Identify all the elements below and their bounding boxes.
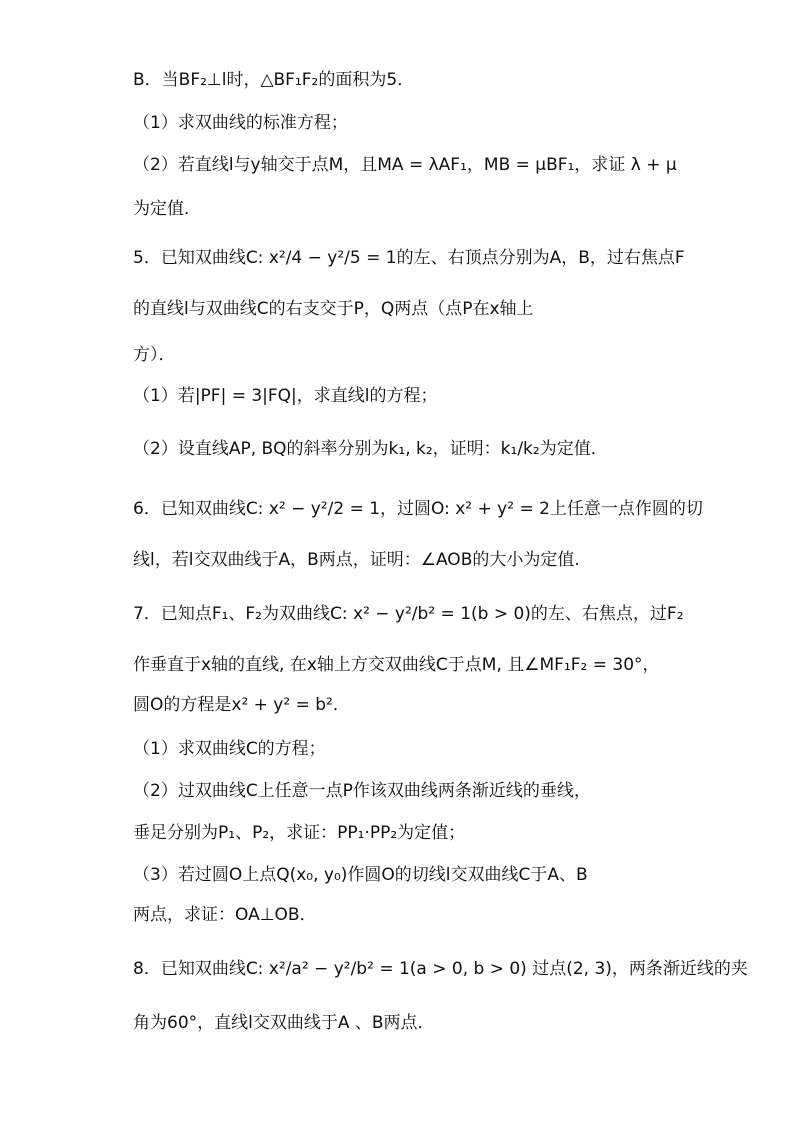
text-line: 6．已知双曲线C: x² − y²/2 = 1，过圆O: x² + y² = 2上任意一点作圆的切 bbox=[133, 499, 703, 519]
text-line: 方）． bbox=[133, 345, 176, 365]
text-line: 5．已知双曲线C: x²/4 − y²/5 = 1的左、右顶点分别为A，B，过右焦点F bbox=[133, 248, 685, 268]
text-line: （2）设直线AP, BQ的斜率分别为k₁, k₂，证明：k₁/k₂为定值． bbox=[133, 439, 608, 459]
text-line: 作垂直于x轴的直线, 在x轴上方交双曲线C于点M, 且∠MF₁F₂ = 30°， bbox=[133, 655, 660, 675]
text-line: 角为60°，直线l交双曲线于A 、B两点． bbox=[133, 1013, 435, 1033]
text-line: （3）若过圆O上点Q(x₀, y₀)作圆O的切线l交双曲线C于A、B bbox=[133, 865, 588, 885]
text-line: （2）若直线l与y轴交于点M，且MA = λAF₁，MB = μBF₁，求证 λ + μ bbox=[133, 155, 677, 175]
text-line: 7．已知点F₁、F₂为双曲线C: x² − y²/b² = 1(b > 0)的左、右焦点，过F₂ bbox=[133, 604, 684, 624]
text-line: 线l，若l交双曲线于A，B两点，证明：∠AOB的大小为定值. bbox=[133, 550, 580, 570]
text-line: B．当BF₂⊥l时，△BF₁F₂的面积为5． bbox=[133, 70, 415, 90]
text-line: 8．已知双曲线C: x²/a² − y²/b² = 1(a > 0, b > 0) 过点(2, 3)，两条渐近线的夹 bbox=[133, 959, 748, 979]
text-line: 垂足分别为P₁、P₂，求证：PP₁·PP₂为定值； bbox=[133, 823, 466, 843]
text-line: 两点，求证：OA⊥OB． bbox=[133, 905, 317, 925]
text-line: （1）若|PF| = 3|FQ|，求直线l的方程； bbox=[133, 386, 438, 406]
text-line: 的直线l与双曲线C的右支交于P，Q两点（点P在x轴上 bbox=[133, 299, 534, 319]
text-line: 圆O的方程是x² + y² = b²． bbox=[133, 695, 350, 715]
text-line: 为定值． bbox=[133, 199, 201, 219]
text-line: （2）过双曲线C上任意一点P作该双曲线两条渐近线的垂线， bbox=[133, 781, 591, 801]
text-line: （1）求双曲线C的方程； bbox=[133, 739, 326, 759]
text-line: （1）求双曲线的标准方程； bbox=[133, 113, 348, 133]
